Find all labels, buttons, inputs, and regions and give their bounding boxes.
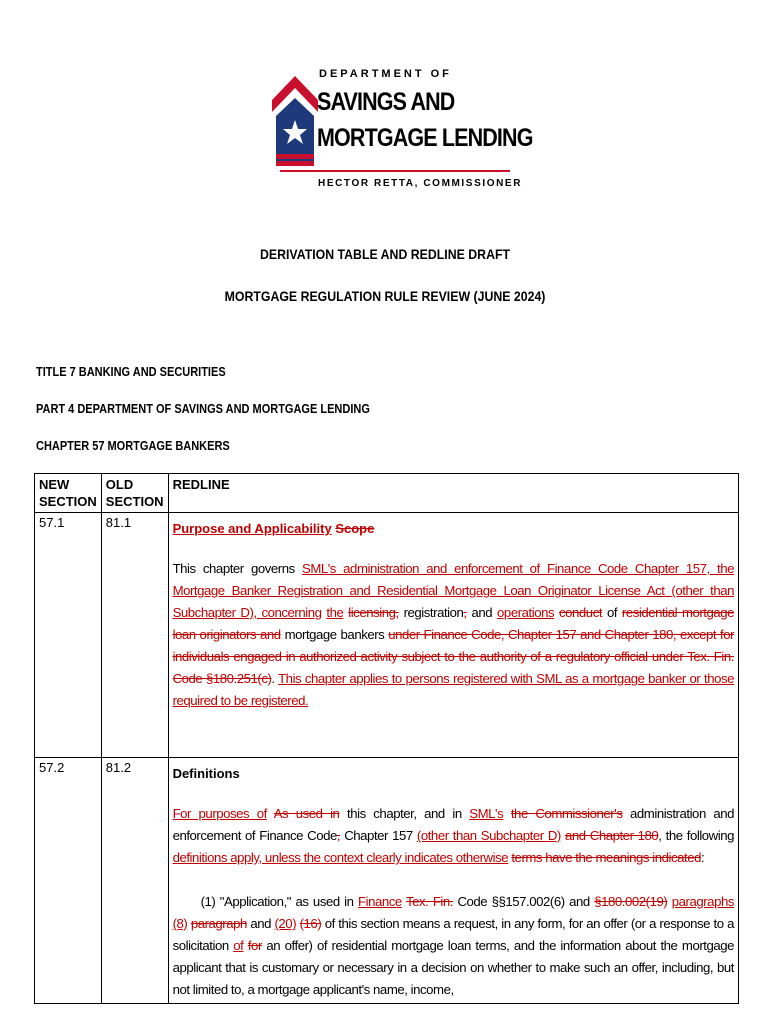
table-row	[35, 513, 739, 758]
plain-text: this chapter, and in	[347, 806, 462, 821]
section-title	[173, 521, 734, 536]
title-heading: TITLE 7 BANKING AND SECURITIES	[36, 365, 226, 379]
inserted-text: Finance	[358, 894, 402, 909]
table-row	[35, 758, 739, 1004]
plain-text: administration and enforcement of Finance Code	[172, 806, 735, 843]
new-section-cell: 57.2	[35, 758, 102, 1004]
plain-text: an offer) of residential mortgage loan terms, and the information about the mortgage applicant that is customary or necessary in a decision on whether to make such an offer, including, but not limited to, a mortgage applicant's name, income,	[172, 938, 735, 997]
deleted-text: residential mortgage loan originators and	[172, 605, 735, 642]
plain-text: and	[471, 605, 493, 620]
old-section-cell: 81.2	[101, 758, 168, 1004]
new-section-cell: 57.1	[35, 513, 102, 758]
logo-line-mortgage: MORTGAGE LENDING	[317, 124, 533, 152]
header-new-section: NEW SECTION	[35, 474, 102, 513]
document-title: DERIVATION TABLE AND REDLINE DRAFT	[259, 246, 511, 262]
plain-text: (1) "Application," as used in	[200, 894, 354, 909]
part-heading: PART 4 DEPARTMENT OF SAVINGS AND MORTGAGE LENDING	[36, 402, 370, 416]
deleted-text: and Chapter 180	[564, 828, 659, 843]
deleted-text: Scope	[335, 521, 375, 536]
inserted-text: paragraphs (8)	[172, 894, 734, 931]
plain-text: Code §§157.002(6) and	[457, 894, 590, 909]
house-flag-icon	[270, 68, 320, 172]
plain-text: of	[606, 605, 618, 620]
document-subtitle: MORTGAGE REGULATION RULE REVIEW (JUNE 2024)	[224, 288, 546, 304]
header-old-section: OLD SECTION	[101, 474, 168, 513]
plain-text: .	[271, 671, 275, 686]
derivation-table	[34, 473, 739, 1004]
deleted-text: paragraph	[190, 916, 247, 931]
deleted-text: ,	[463, 605, 467, 620]
logo-line-savings: SAVINGS AND	[317, 88, 455, 116]
redline-cell	[168, 513, 738, 758]
deleted-text: conduct	[559, 605, 603, 620]
plain-text: This chapter governs	[172, 561, 295, 576]
table-header-row	[35, 474, 739, 513]
logo-rule	[280, 170, 510, 172]
chapter-heading: CHAPTER 57 MORTGAGE BANKERS	[36, 439, 230, 453]
deleted-text: for	[247, 938, 262, 953]
deleted-text: (16)	[299, 916, 322, 931]
deleted-text: Tex. Fin.	[406, 894, 454, 909]
deleted-text: ,	[336, 828, 341, 843]
inserted-text: (other than Subchapter D)	[416, 828, 561, 843]
deleted-text: §180.002(19)	[594, 894, 668, 909]
agency-logo	[270, 68, 533, 194]
section-title: Definitions	[172, 766, 240, 781]
plain-text: mortgage bankers	[284, 627, 385, 642]
plain-text: and	[250, 916, 272, 931]
deleted-text: under Finance Code, Chapter 157 and Chapter 180, except for individuals engaged in authorized activity subject to the authority of a regulatory official under Tex. Fin. Code §180.251(c)	[172, 627, 735, 686]
definition-paragraph	[173, 891, 734, 1001]
deleted-text: As used in	[273, 806, 340, 821]
logo-line-department: DEPARTMENT OF	[319, 68, 452, 80]
inserted-text: Purpose and Applicability	[172, 521, 332, 536]
inserted-text: operations	[497, 605, 555, 620]
inserted-text: of	[233, 938, 244, 953]
redline-cell	[168, 758, 738, 1004]
plain-text: of this section means a request, in any form, for an offer (or a response to a solicitation	[172, 916, 734, 953]
inserted-text: SML's	[469, 806, 504, 821]
plain-text: , the following	[658, 828, 734, 843]
deleted-text: the Commissioner's	[510, 806, 623, 821]
inserted-text: SML's administration and enforcement of Finance Code Chapter 157, the Mortgage Banker Registration and Residential Mortgage Loan Originator License Act (other than Subchapter D), concerning	[172, 561, 734, 620]
inserted-text: For purposes of	[172, 806, 267, 821]
section-paragraph	[173, 558, 734, 712]
deleted-text: terms have the meanings indicated	[511, 850, 702, 865]
old-section-cell: 81.1	[101, 513, 168, 758]
inserted-text: the	[326, 605, 344, 620]
header-redline: REDLINE	[168, 474, 738, 513]
inserted-text: This chapter applies to persons registered with SML as a mortgage banker or those required to be registered.	[172, 671, 734, 708]
logo-commissioner: HECTOR RETTA, COMMISSIONER	[318, 178, 523, 189]
inserted-text: (20)	[274, 916, 297, 931]
section-paragraph	[173, 803, 734, 869]
plain-text: :	[701, 850, 705, 865]
plain-text: Chapter 157	[344, 828, 413, 843]
inserted-text: definitions apply, unless the context clearly indicates otherwise	[172, 850, 509, 865]
deleted-text: licensing,	[348, 605, 399, 620]
plain-text: registration	[403, 605, 464, 620]
